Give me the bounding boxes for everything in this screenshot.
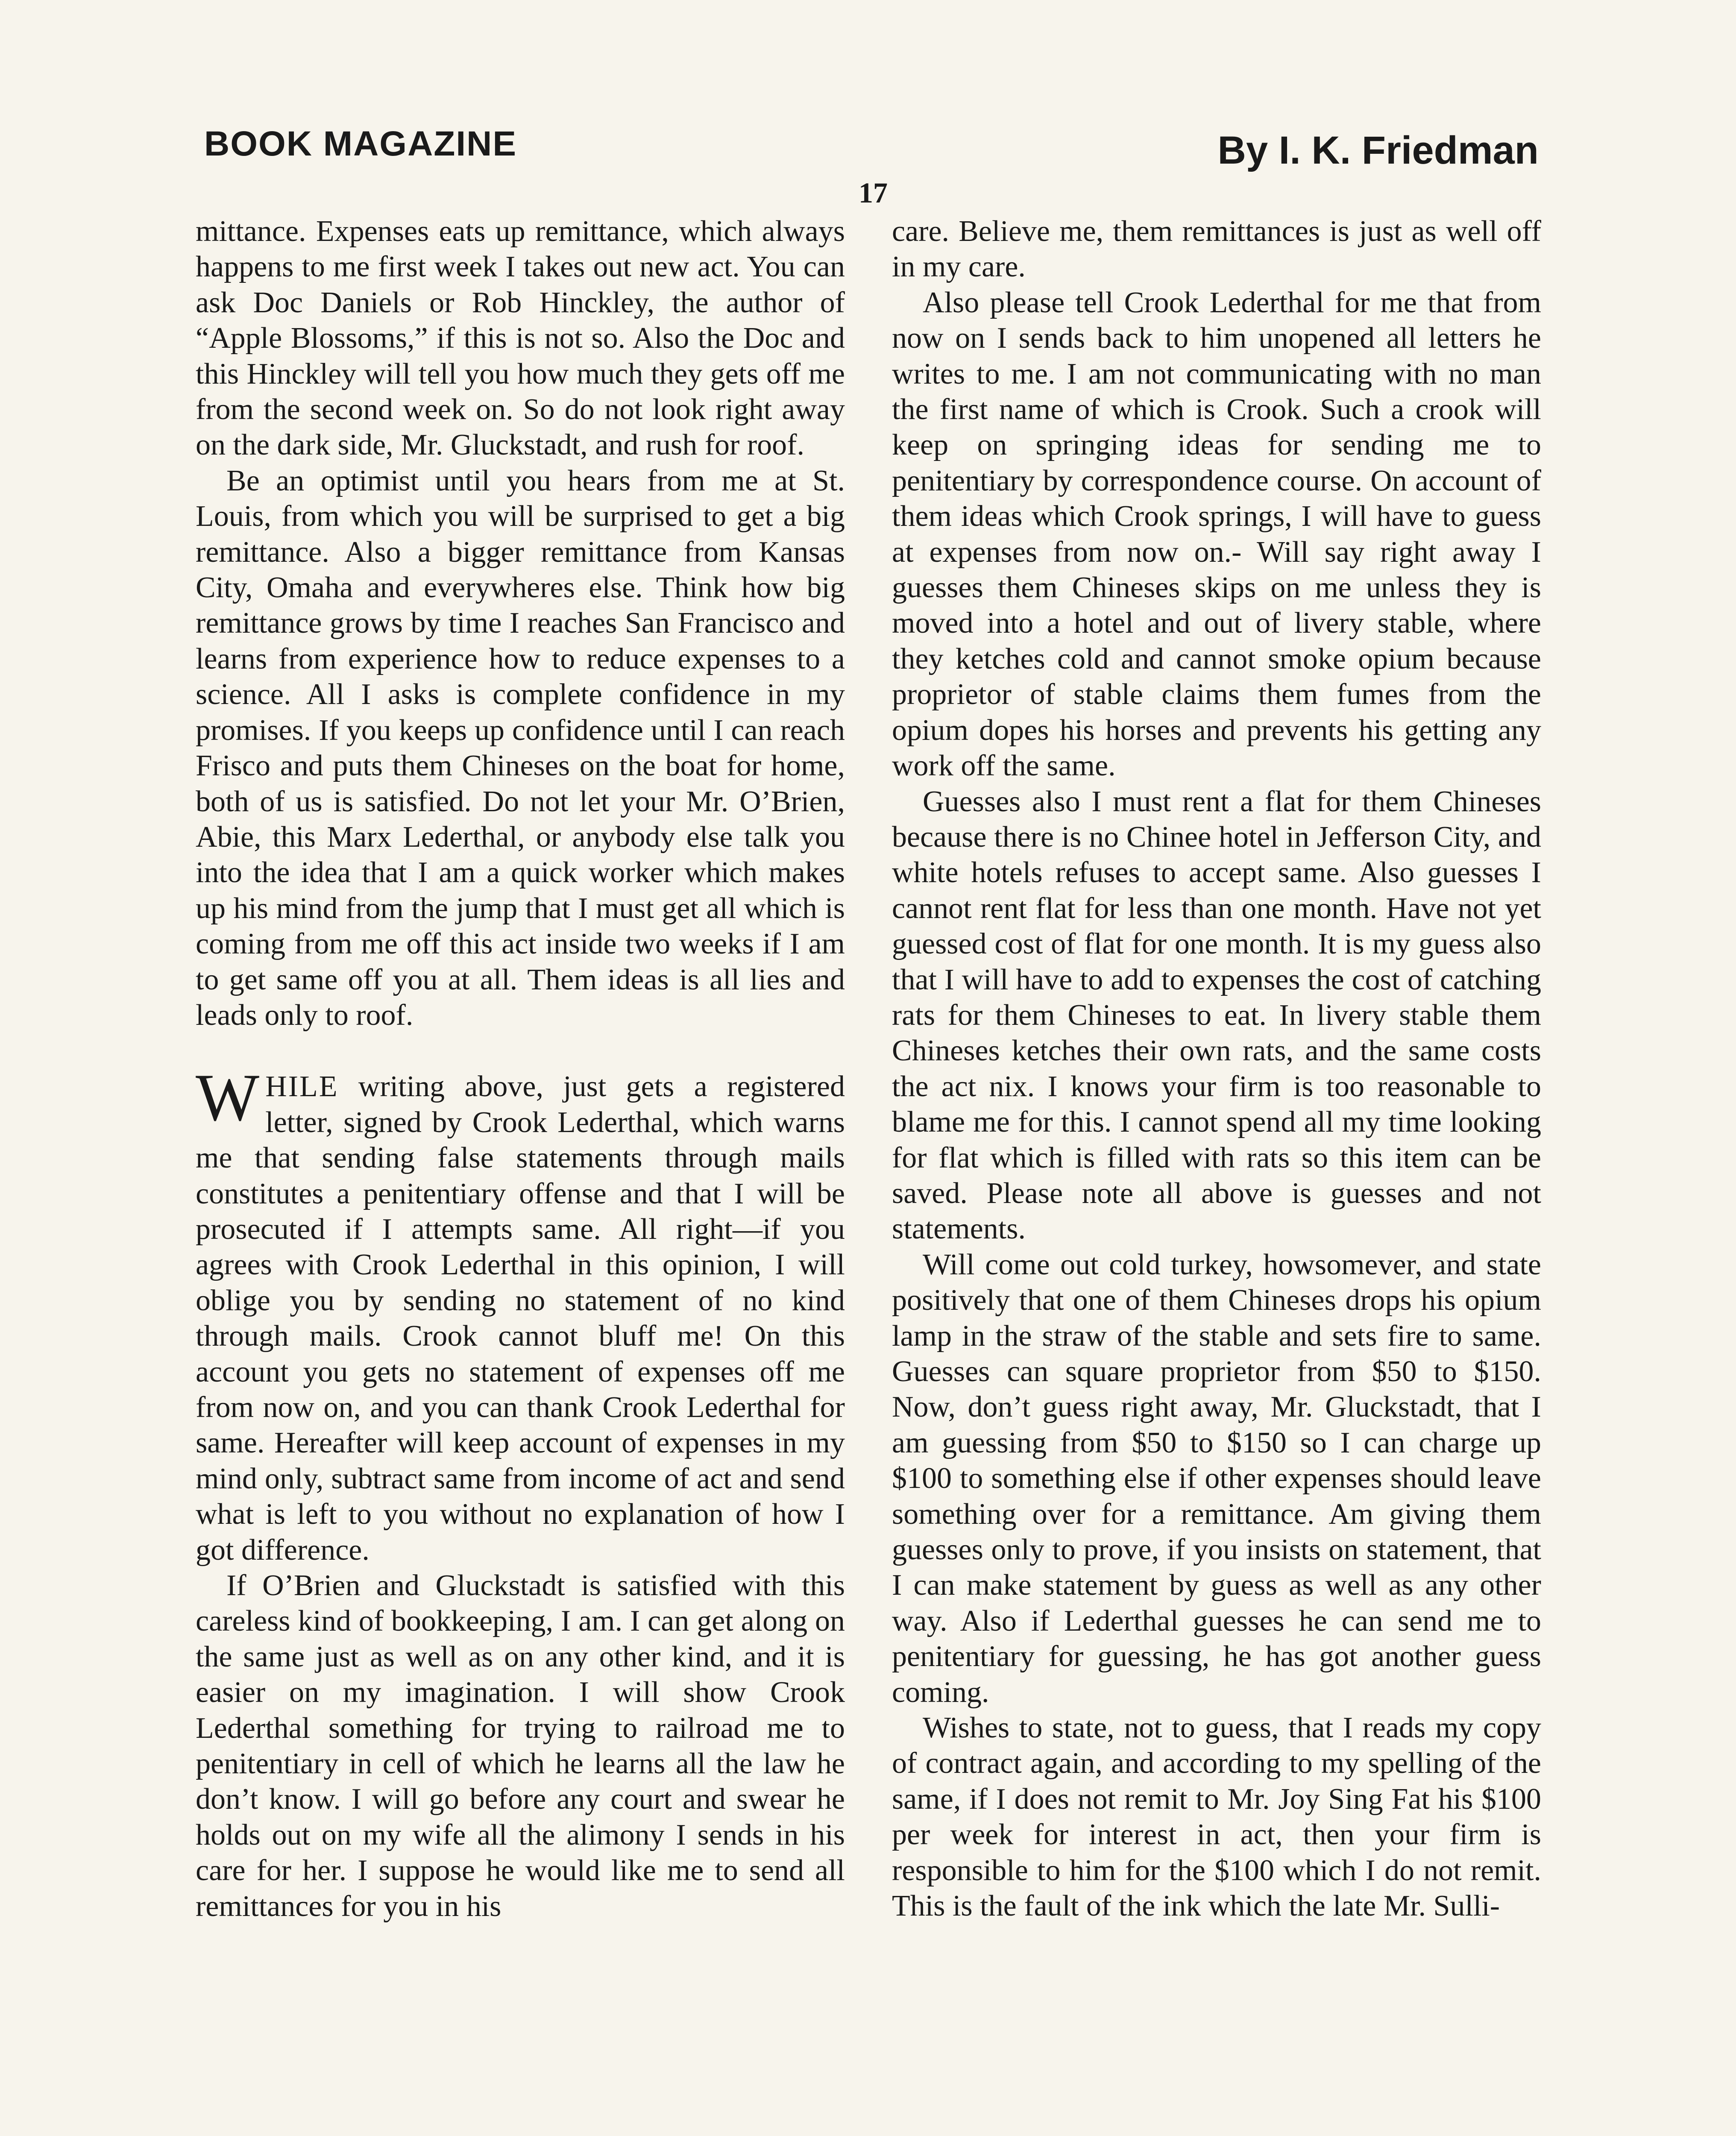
paragraph: Guesses also I must rent a flat for them Chineses because there is no Chinee hotel in Jefferson City, and white hotels refuses to accept same. Also guesses I cannot rent flat for less than one month. Have not yet guessed cost of flat for one month. It is my guess also that I will have to add to expenses the cost of catching rats for them Chineses to eat. In livery stable them Chineses ketches their own rats, and the same costs the act nix. I knows your firm is too reasonable to blame me for this. I cannot spend all my time looking for flat which is filled with rats so this item can be saved. Please note all above is guesses and not statements.: [892, 785, 1541, 1246]
page-number: 17: [859, 176, 888, 209]
paragraph: Also please tell Crook Lederthal for me that from now on I sends back to him unopened all letters he writes to me. I am not communicating with no man the first name of which is Crook. Such a crook will keep on springing ideas for sending me to penitentiary by correspondence course. On account of them ideas which Crook springs, I will have to guess at expenses from now on.- Will say right away I guesses them Chineses skips on me unless they is moved into a hotel and out of livery stable, where they ketches cold and cannot smoke opium because proprietor of stable claims them fumes from the opium dopes his horses and prevents his getting any work off the same.: [892, 286, 1541, 783]
drop-cap: W: [196, 1060, 260, 1135]
paragraph: Will come out cold turkey, howsomever, and state positively that one of them Chineses drops his opium lamp in the straw of the stable and sets fire to same. Guesses can square proprietor from $50 to $150. Now, don’t guess right away, Mr. Gluckstadt, that I am guessing from $50 to $150 so I can charge up $100 to something else if other expenses should leave something over for a remittance. Am giving them guesses only to prove, if you insists on statement, that I can make statement by guess as well as any other way. Also if Lederthal guesses he can send me to penitentiary for guessing, he has got another guess coming.: [892, 1248, 1541, 1709]
paragraph: Be an optimist until you hears from me at St. Louis, from which you will be surprised to get a big remittance. Also a bigger remittance from Kansas City, Omaha and everywheres else. Think how big remittance grows by time I reaches San Francisco and learns from experience how to reduce expenses to a science. All I asks is complete confidence in my promises. If you keeps up confidence until I can reach Frisco and puts them Chineses on the boat for home, both of us is satisfied. Do not let your Mr. O’Brien, Abie, this Marx Lederthal, or anybody else talk you into the idea that I am a quick worker which makes up his mind from the jump that I must get all which is coming from me off this act inside two weeks if I am to get same off you at all. Them ideas is all lies and leads only to roof.: [196, 464, 845, 1032]
left-column: [196, 214, 845, 1924]
running-header-author: By I. K. Friedman: [1217, 129, 1539, 172]
paragraph: care. Believe me, them remittances is just as well off in my care.: [892, 215, 1541, 284]
paragraph: mittance. Expenses eats up remittance, which always happens to me first week I takes out new act. You can ask Doc Daniels or Rob Hinckley, the author of “Apple Blossoms,” if this is not so. Also the Doc and this Hinckley will tell you how much they gets off me from the second week on. So do not look right away on the dark side, Mr. Gluckstadt, and rush for roof.: [196, 215, 845, 462]
paragraph: Wishes to state, not to guess, that I reads my copy of contract again, and according to my spelling of the same, if I does not remit to Mr. Joy Sing Fat his $100 per week for interest in act, then your firm is responsible to him for the $100 which I do not remit. This is the fault of the ink which the late Mr. Sulli-: [892, 1711, 1541, 1923]
right-column: [892, 214, 1541, 1924]
paragraph: If O’Brien and Gluckstadt is satisfied with this careless kind of bookkeeping, I am. I can get along on the same just as well as on any other kind, and it is easier on my imagination. I will show Crook Lederthal something for trying to railroad me to penitentiary in cell of which he learns all the law he don’t know. I will go before any court and swear he holds out on my wife all the alimony I sends in his care for her. I suppose he would like me to send all remittances for you in his: [196, 1569, 845, 1923]
paragraph-with-dropcap: [196, 1060, 845, 1568]
lead-in-word: HILE: [265, 1070, 339, 1103]
paragraph-text: writing above, just gets a registered letter, signed by Crook Lederthal, which warns me that sending false statements through mails constitutes a penitentiary offense and that I will be prosecuted if I attempts same. All right—if you agrees with Crook Lederthal in this opinion, I will oblige you by sending no statement of no kind through mails. Crook cannot bluff me! On this account you gets no statement of expenses off me from now on, and you can thank Crook Lederthal for same. Hereafter will keep account of expenses in my mind only, subtract same from income of act and send what is left to you without no explanation of how I got difference.: [196, 1070, 845, 1567]
running-header-left: BOOK MAGAZINE: [204, 124, 517, 163]
